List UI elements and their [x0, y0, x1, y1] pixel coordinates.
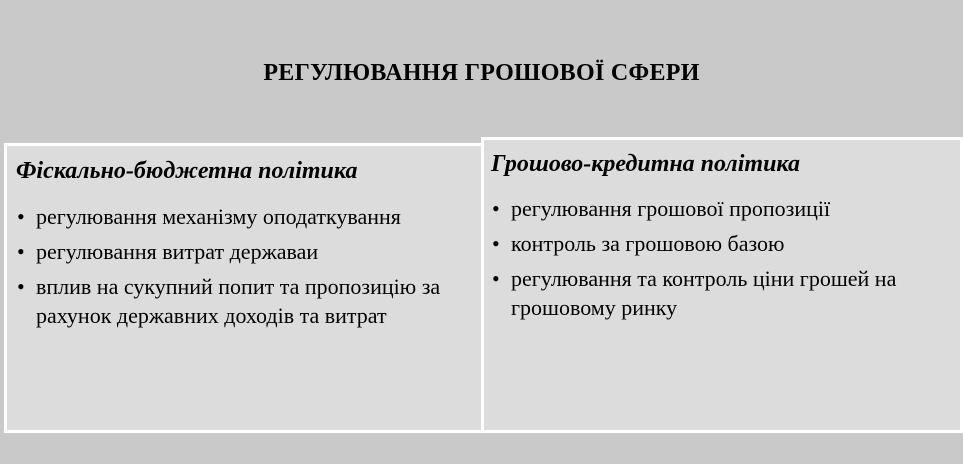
bullet-icon: • [492, 266, 500, 291]
bullet-icon: • [492, 231, 500, 256]
list-item-text: регулювання грошової пропозиції [511, 196, 831, 221]
fiscal-policy-heading: Фіскально-бюджетна політика [16, 158, 358, 184]
diagram-title: РЕГУЛЮВАННЯ ГРОШОВОЇ СФЕРИ [263, 59, 700, 86]
bullet-icon: • [17, 204, 25, 229]
fiscal-policy-panel [4, 143, 484, 433]
bottom-band [0, 433, 963, 464]
list-item-text: регулювання механізму оподаткування [36, 204, 401, 229]
list-item [15, 202, 481, 231]
list-item-text: вплив на сукупний попит та пропозицію за рахунок державних доходів та витрат [36, 274, 441, 328]
monetary-policy-list [484, 194, 960, 322]
fiscal-policy-list [7, 202, 481, 330]
list-item-text: регулювання та контроль ціни грошей на грошовому ринку [511, 266, 897, 320]
list-item [490, 194, 960, 223]
list-item [490, 264, 960, 322]
list-item [490, 229, 960, 258]
list-item-text: контроль за грошовою базою [511, 231, 785, 256]
bullet-icon: • [17, 239, 25, 264]
monetary-policy-heading: Грошово-кредитна політика [491, 151, 800, 177]
list-item-text: регулювання витрат державаи [36, 239, 319, 264]
header-band [0, 0, 963, 140]
list-item [15, 237, 481, 266]
list-item [15, 272, 481, 330]
bullet-icon: • [17, 274, 25, 299]
bullet-icon: • [492, 196, 500, 221]
monetary-policy-panel [481, 137, 963, 433]
